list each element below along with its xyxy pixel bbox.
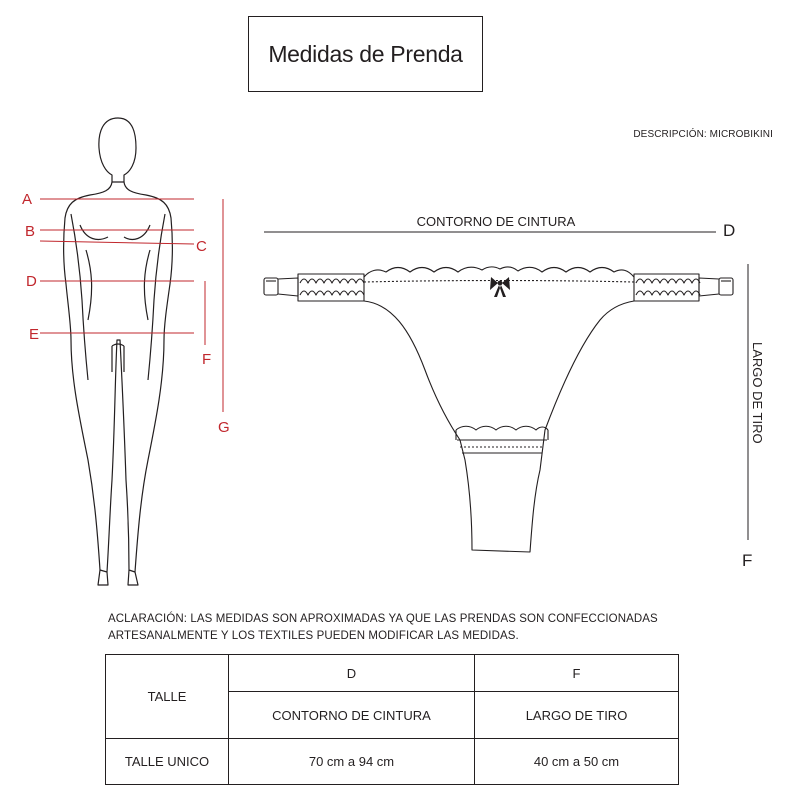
microbikini-drawing	[264, 267, 733, 552]
marker-e: E	[29, 326, 40, 343]
row-rise-value: 40 cm a 50 cm	[475, 739, 679, 785]
rise-letter: F	[742, 551, 753, 570]
lower-lace-trim	[456, 426, 548, 430]
garment-body	[364, 301, 634, 552]
size-header: TALLE	[106, 655, 229, 739]
row-size-label: TALLE UNICO	[106, 739, 229, 785]
col-name-rise: LARGO DE TIRO	[475, 692, 679, 739]
marker-d: D	[26, 273, 37, 290]
marker-b: B	[25, 223, 36, 240]
left-adjuster	[298, 274, 364, 301]
right-adjuster	[634, 274, 699, 301]
scalloped-waistband	[364, 267, 634, 277]
right-strap	[699, 278, 719, 296]
page-title: Medidas de Prenda	[268, 40, 463, 67]
row-waist-value: 70 cm a 94 cm	[229, 739, 475, 785]
marker-a: A	[22, 191, 33, 208]
rise-label: LARGO DE TIRO	[750, 342, 765, 444]
disclaimer-line-1: ACLARACIÓN: LAS MEDIDAS SON APROXIMADAS YA QUE LAS PRENDAS SON CONFECCIONADAS	[108, 613, 658, 625]
size-table	[105, 654, 679, 785]
garment-description: DESCRIPCIÓN: MICROBIKINI	[633, 129, 773, 140]
marker-c: C	[196, 238, 207, 255]
disclaimer	[108, 611, 658, 645]
waist-letter: D	[723, 221, 736, 240]
waist-label: CONTORNO DE CINTURA	[416, 214, 576, 229]
left-strap	[278, 278, 298, 296]
marker-f: F	[202, 351, 212, 368]
col-code-waist: D	[229, 655, 475, 692]
disclaimer-line-2: ARTESANALMENTE Y LOS TEXTILES PUEDEN MODIFICAR LAS MEDIDAS.	[108, 630, 519, 642]
marker-g: G	[218, 419, 230, 436]
col-name-waist: CONTORNO DE CINTURA	[229, 692, 475, 739]
col-code-rise: F	[475, 655, 679, 692]
